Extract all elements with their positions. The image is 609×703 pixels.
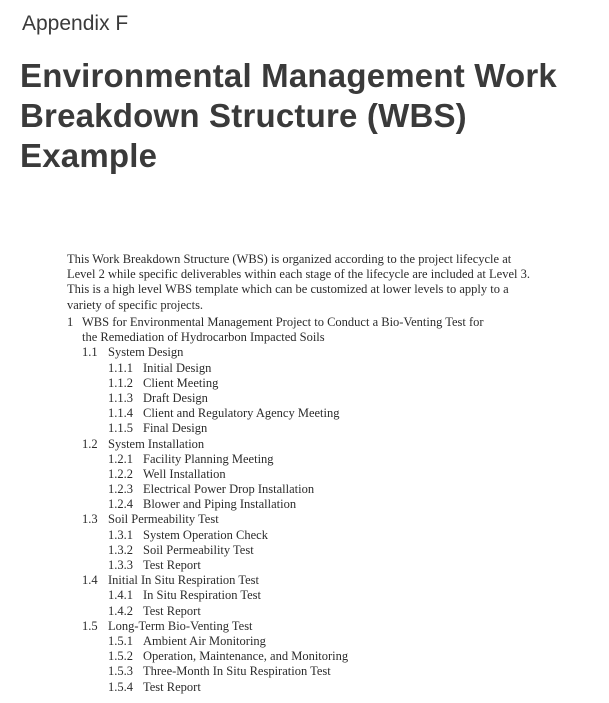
wbs-item bbox=[67, 391, 484, 406]
wbs-label: System Operation Check bbox=[143, 527, 268, 542]
wbs-number: 1.1 bbox=[82, 345, 98, 360]
wbs-item bbox=[67, 421, 484, 436]
wbs-number: 1.2.1 bbox=[108, 451, 133, 466]
wbs-root bbox=[67, 315, 484, 330]
wbs-number: 1 bbox=[67, 315, 74, 329]
wbs-section bbox=[67, 345, 484, 360]
wbs-number: 1.2.4 bbox=[108, 497, 133, 512]
wbs-label: Blower and Piping Installation bbox=[143, 497, 297, 512]
wbs-number: 1.5.4 bbox=[108, 679, 133, 694]
wbs-label: Electrical Power Drop Installation bbox=[143, 482, 315, 497]
wbs-item bbox=[67, 361, 484, 376]
wbs-item bbox=[67, 604, 484, 619]
wbs-number: 1.1.4 bbox=[108, 406, 133, 421]
wbs-item bbox=[67, 376, 484, 391]
wbs-label: the Remediation of Hydrocarbon Impacted Soils bbox=[82, 330, 325, 345]
wbs-number: 1.3.3 bbox=[108, 558, 133, 572]
wbs-label: Initial In Situ Respiration Test bbox=[108, 573, 259, 588]
wbs-number: 1.1.3 bbox=[108, 390, 133, 405]
wbs-item bbox=[67, 467, 484, 482]
wbs-label: Operation, Maintenance, and Monitoring bbox=[143, 649, 349, 664]
wbs-section bbox=[67, 512, 484, 527]
wbs-number: 1.2 bbox=[82, 436, 98, 451]
wbs-label: Soil Permeability Test bbox=[143, 542, 254, 557]
title-line: Example bbox=[20, 137, 158, 174]
wbs-item bbox=[67, 680, 484, 695]
wbs-label: Soil Permeability Test bbox=[108, 512, 219, 527]
wbs-label: System Installation bbox=[108, 436, 205, 451]
wbs-item bbox=[67, 558, 484, 573]
wbs-label: In Situ Respiration Test bbox=[143, 588, 261, 603]
wbs-number: 1.5.3 bbox=[108, 664, 133, 679]
wbs-number: 1.5 bbox=[82, 618, 98, 633]
wbs-number: 1.3 bbox=[82, 512, 98, 527]
wbs-label: Client and Regulatory Agency Meeting bbox=[143, 406, 340, 421]
wbs-label: Final Design bbox=[143, 421, 208, 436]
wbs-label: Facility Planning Meeting bbox=[143, 451, 274, 466]
wbs-item bbox=[67, 588, 484, 603]
wbs-label: System Design bbox=[108, 345, 184, 360]
wbs-number: 1.5.1 bbox=[108, 633, 133, 648]
wbs-label: WBS for Environmental Management Project to Conduct a Bio-Venting Test for bbox=[82, 315, 484, 329]
wbs-label: Long-Term Bio-Venting Test bbox=[108, 618, 253, 633]
wbs-item bbox=[67, 543, 484, 558]
wbs-section bbox=[67, 573, 484, 588]
title-line: Breakdown Structure (WBS) bbox=[20, 97, 467, 134]
wbs-root-continuation bbox=[67, 330, 484, 345]
wbs-section bbox=[67, 619, 484, 634]
wbs-label: Ambient Air Monitoring bbox=[143, 633, 266, 648]
wbs-outline bbox=[67, 315, 484, 695]
wbs-number: 1.5.2 bbox=[108, 649, 133, 664]
wbs-label: Initial Design bbox=[143, 360, 212, 375]
wbs-label: Well Installation bbox=[143, 466, 226, 481]
wbs-item bbox=[67, 634, 484, 649]
wbs-label: Client Meeting bbox=[143, 375, 219, 390]
wbs-number: 1.2.2 bbox=[108, 466, 133, 481]
wbs-label: Test Report bbox=[143, 603, 201, 618]
wbs-section bbox=[67, 437, 484, 452]
wbs-label: Test Report bbox=[143, 679, 201, 694]
wbs-number: 1.1.2 bbox=[108, 375, 133, 390]
wbs-label: Draft Design bbox=[143, 390, 208, 405]
page-title bbox=[20, 56, 557, 176]
wbs-label: Test Report bbox=[143, 558, 201, 572]
wbs-number: 1.1.1 bbox=[108, 360, 133, 375]
wbs-label: Three-Month In Situ Respiration Test bbox=[143, 664, 331, 679]
wbs-item bbox=[67, 406, 484, 421]
wbs-number: 1.4 bbox=[82, 573, 98, 588]
wbs-number: 1.4.2 bbox=[108, 603, 133, 618]
wbs-item bbox=[67, 664, 484, 679]
wbs-item bbox=[67, 528, 484, 543]
appendix-label: Appendix F bbox=[22, 12, 129, 35]
wbs-item bbox=[67, 649, 484, 664]
wbs-item bbox=[67, 482, 484, 497]
wbs-number: 1.1.5 bbox=[108, 421, 133, 436]
wbs-item bbox=[67, 497, 484, 512]
title-line: Environmental Management Work bbox=[20, 57, 557, 94]
wbs-item bbox=[67, 452, 484, 467]
wbs-number: 1.3.2 bbox=[108, 542, 133, 557]
intro-paragraph: This Work Breakdown Structure (WBS) is organized according to the project lifecycle at Level 2 while specific deliverables within each stage of the lifecycle are included at Level 3. This is a high level WBS template which can be customized at lower levels to apply to a variety of specific projects. bbox=[67, 252, 530, 312]
wbs-number: 1.3.1 bbox=[108, 527, 133, 542]
wbs-number: 1.2.3 bbox=[108, 482, 133, 497]
wbs-number: 1.4.1 bbox=[108, 588, 133, 603]
